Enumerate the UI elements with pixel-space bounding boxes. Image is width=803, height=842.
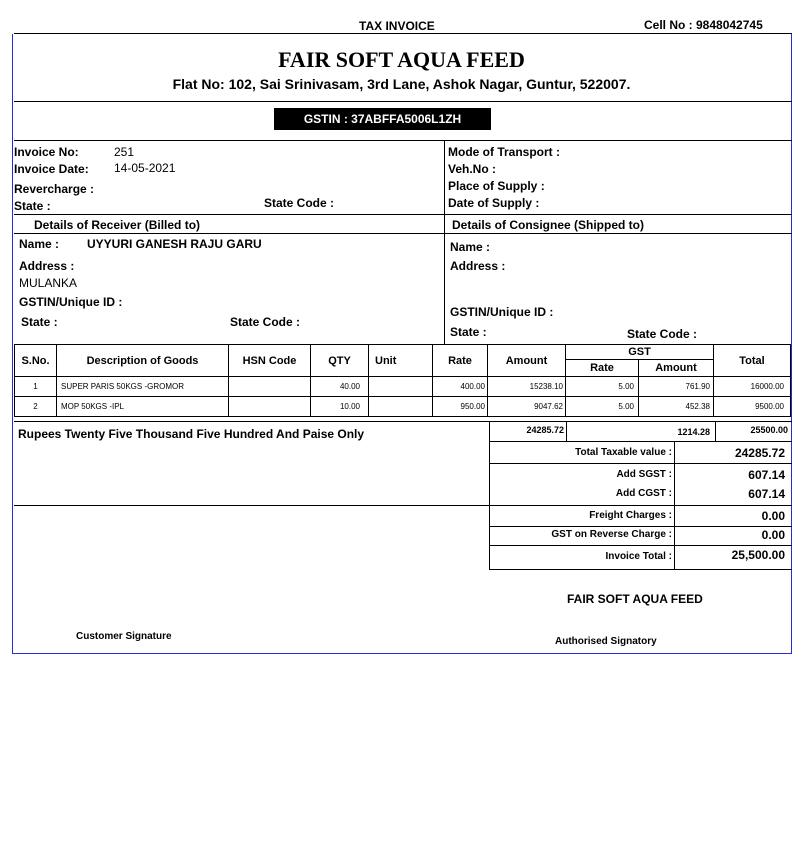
state-label: State : [14,199,51,213]
row-sno: 1 [15,377,57,397]
divider [14,101,792,102]
row-rate: 400.00 [433,377,488,397]
header-rate: Rate [433,345,488,377]
header-hsn: HSN Code [229,345,311,377]
row-hsn [229,377,311,397]
divider [14,33,792,34]
divider [489,526,792,527]
receiver-name-value: UYYURI GANESH RAJU GARU [87,237,262,251]
taxable-value-label: Total Taxable value : [575,447,672,458]
row-sno: 2 [15,397,57,417]
invoice-total-value: 25,500.00 [731,548,785,562]
consignee-name-label: Name : [450,240,491,254]
cgst-value: 607.14 [748,487,785,501]
header-gst-rate: Rate [566,360,639,377]
divider [14,505,792,506]
row-total: 9500.00 [714,397,791,417]
table-row [15,377,791,397]
doc-type: TAX INVOICE [359,19,435,33]
divider [14,421,792,422]
cgst-label: Add CGST : [615,488,672,499]
divider [14,233,792,234]
gstin-badge: GSTIN : 37ABFFA5006L1ZH [274,108,491,130]
place-of-supply-label: Place of Supply : [448,179,545,193]
totals-total: 25500.00 [750,425,788,435]
row-gst-amount: 761.90 [639,377,714,397]
header-amount: Amount [488,345,566,377]
receiver-state-code-label: State Code : [230,315,301,329]
freight-label: Freight Charges : [589,510,672,521]
totals-gst-amount: 1214.28 [677,427,710,437]
row-qty: 10.00 [311,397,369,417]
invoice-date-label: Invoice Date: [14,162,89,176]
consignee-gstin-label: GSTIN/Unique ID : [450,305,554,319]
divider [489,441,792,442]
freight-value: 0.00 [761,509,785,523]
header-gst-amount: Amount [639,360,714,377]
row-description: MOP 50KGS -IPL [57,397,229,417]
header-unit: Unit [369,345,433,377]
row-total: 16000.00 [714,377,791,397]
state-code-label: State Code : [264,196,335,210]
row-hsn [229,397,311,417]
receiver-state-label: State : [21,315,58,329]
consignee-state-code-label: State Code : [627,327,698,341]
receiver-name-label: Name : [19,237,60,251]
row-gst-rate: 5.00 [566,397,639,417]
reverse-charge-summary-label: GST on Reverse Charge : [551,529,672,540]
consignee-heading: Details of Consignee (Shipped to) [452,218,645,232]
row-description: SUPER PARIS 50KGS -GROMOR [57,377,229,397]
amount-in-words: Rupees Twenty Five Thousand Five Hundred And Paise Only [18,427,365,441]
header-sno: S.No. [15,345,57,377]
header-total: Total [714,345,791,377]
divider [444,141,445,344]
company-address: Flat No: 102, Sai Srinivasam, 3rd Lane, Ashok Nagar, Guntur, 522007. [172,76,631,92]
invoice-date-value: 14-05-2021 [114,161,176,175]
footer-company: FAIR SOFT AQUA FEED [567,592,703,606]
invoice-no-label: Invoice No: [14,145,79,159]
authorised-signatory: Authorised Signatory [555,636,657,647]
reverse-charge-label: Revercharge : [14,182,95,196]
reverse-charge-value: 0.00 [761,528,785,542]
consignee-address-label: Address : [450,259,506,273]
taxable-value: 24285.72 [734,446,785,460]
receiver-address-label: Address : [19,259,75,273]
company-name: FAIR SOFT AQUA FEED [278,47,525,72]
mode-of-transport-label: Mode of Transport : [448,145,560,159]
divider [14,214,792,215]
totals-amount: 24285.72 [526,425,564,435]
sgst-value: 607.14 [748,468,785,482]
row-gst-rate: 5.00 [566,377,639,397]
divider [489,569,792,570]
row-amount: 9047.62 [488,397,566,417]
date-of-supply-label: Date of Supply : [448,196,540,210]
row-unit [369,397,433,417]
row-unit [369,377,433,397]
row-amount: 15238.10 [488,377,566,397]
invoice-total-label: Invoice Total : [605,551,672,562]
invoice-no-value: 251 [114,145,135,159]
cell-number: Cell No : 9848042745 [644,18,763,32]
receiver-gstin-label: GSTIN/Unique ID : [19,295,123,309]
header-qty: QTY [311,345,369,377]
row-qty: 40.00 [311,377,369,397]
divider [566,421,567,441]
table-row [15,397,791,417]
sgst-label: Add SGST : [616,469,672,480]
divider [489,463,792,464]
header-gst: GST [566,345,714,360]
row-gst-amount: 452.38 [639,397,714,417]
items-table [14,344,791,417]
consignee-state-label: State : [450,325,487,339]
receiver-heading: Details of Receiver (Billed to) [34,218,201,232]
customer-signature: Customer Signature [76,631,172,642]
receiver-address-value: MULANKA [19,276,78,290]
vehicle-no-label: Veh.No : [448,162,497,176]
header-description: Description of Goods [57,345,229,377]
row-rate: 950.00 [433,397,488,417]
divider [14,140,792,141]
divider [489,545,792,546]
